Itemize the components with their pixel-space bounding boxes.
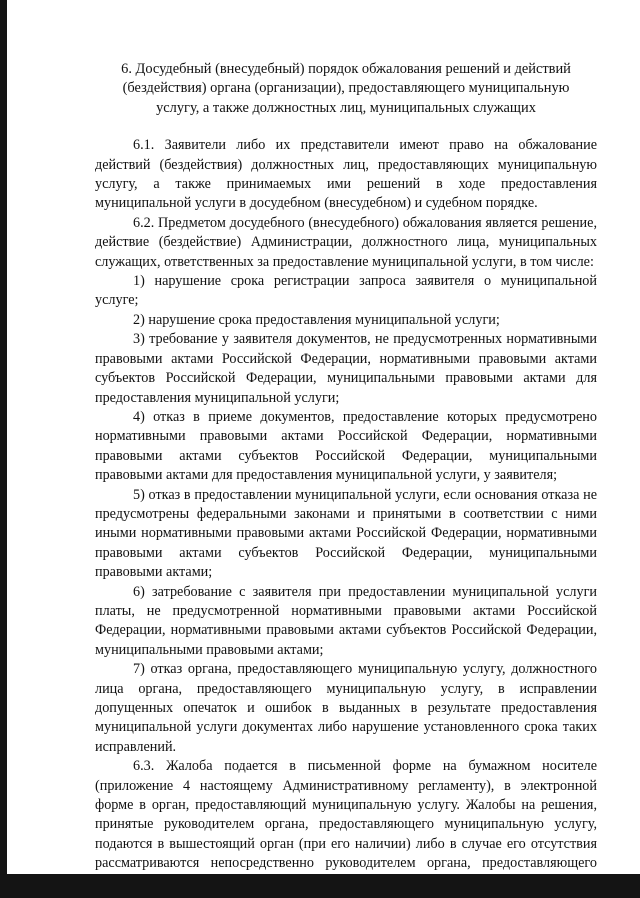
paragraph-6-3: 6.3. Жалоба подается в письменной форме на бумажном носителе (приложение 4 настоящему Административному регламенту), в электронной форме в орган, предоставляющий муниципальную услугу. Жалобы на решения, принятые руководителем органа, предоставляющего муниципальную услугу, подаются в вышестоящий орган (при его наличии) либо в случае его отсутствия рассматриваются непосредственно руководителем органа, предоставляющего xyxy=(95,758,597,872)
document-page xyxy=(95,60,597,893)
list-item-1: 1) нарушение срока регистрации запроса заявителя о муниципальной услуге; xyxy=(95,273,597,309)
list-item-6: 6) затребование с заявителя при предоставлении муниципальной услуги платы, не предусмотренной нормативными правовыми актами Российской Федерации, нормативными правовыми актами субъектов Российской Федерации, муниципальными правовыми актами; xyxy=(95,583,597,658)
paragraph-6-1: 6.1. Заявители либо их представители имеют право на обжалование действий (бездействия) должностных лиц, предоставляющих муниципальную услугу, а также принимаемых ими решений в ходе предоставления муниципальной услуги в досудебном (внесудебном) и судебном порядке. xyxy=(95,137,597,212)
list-item-5: 5) отказ в предоставлении муниципальной услуги, если основания отказа не предусмотрены федеральными законами и принятыми в соответствии с ними иными нормативными правовыми актами Российской Федерации, нормативными правовыми актами субъектов Российской Федерации, муниципальными правовыми актами; xyxy=(95,486,597,581)
list-item-3: 3) требование у заявителя документов, не предусмотренных нормативными правовыми актами Российской Федерации, нормативными правовыми актами субъектов Российской Федерации, муниципальными правовыми актами для предоставления муниципальной услуги; xyxy=(95,331,597,406)
scan-bottom-edge xyxy=(0,874,640,898)
section-heading: 6. Досудебный (внесудебный) порядок обжалования решений и действий (бездействия) органа (организации), предоставляющего муниципальную услугу, а также должностных лиц, муниципальных служащих xyxy=(121,61,571,116)
scan-left-edge xyxy=(0,0,7,898)
list-item-2: 2) нарушение срока предоставления муниципальной услуги; xyxy=(133,311,500,328)
document-body xyxy=(95,136,597,893)
paragraph-6-2: 6.2. Предметом досудебного (внесудебного) обжалования является решение, действие (бездействие) Администрации, должностного лица, муниципальных служащих, ответственных за предоставление муниципальной услуги, в том числе: xyxy=(95,214,597,270)
list-item-7: 7) отказ органа, предоставляющего муниципальную услугу, должностного лица органа, предоставляющего муниципальную услугу, в исправлении допущенных опечаток и ошибок в выданных в результате предоставления муниципальной услуги документах либо нарушение установленного срока таких исправлений. xyxy=(95,661,597,755)
list-item-4: 4) отказ в приеме документов, предоставление которых предусмотрено нормативными правовыми актами Российской Федерации, нормативными правовыми актами субъектов Российской Федерации, муниципальными правовыми актами для предоставления муниципальной услуги, у заявителя; xyxy=(95,408,597,484)
